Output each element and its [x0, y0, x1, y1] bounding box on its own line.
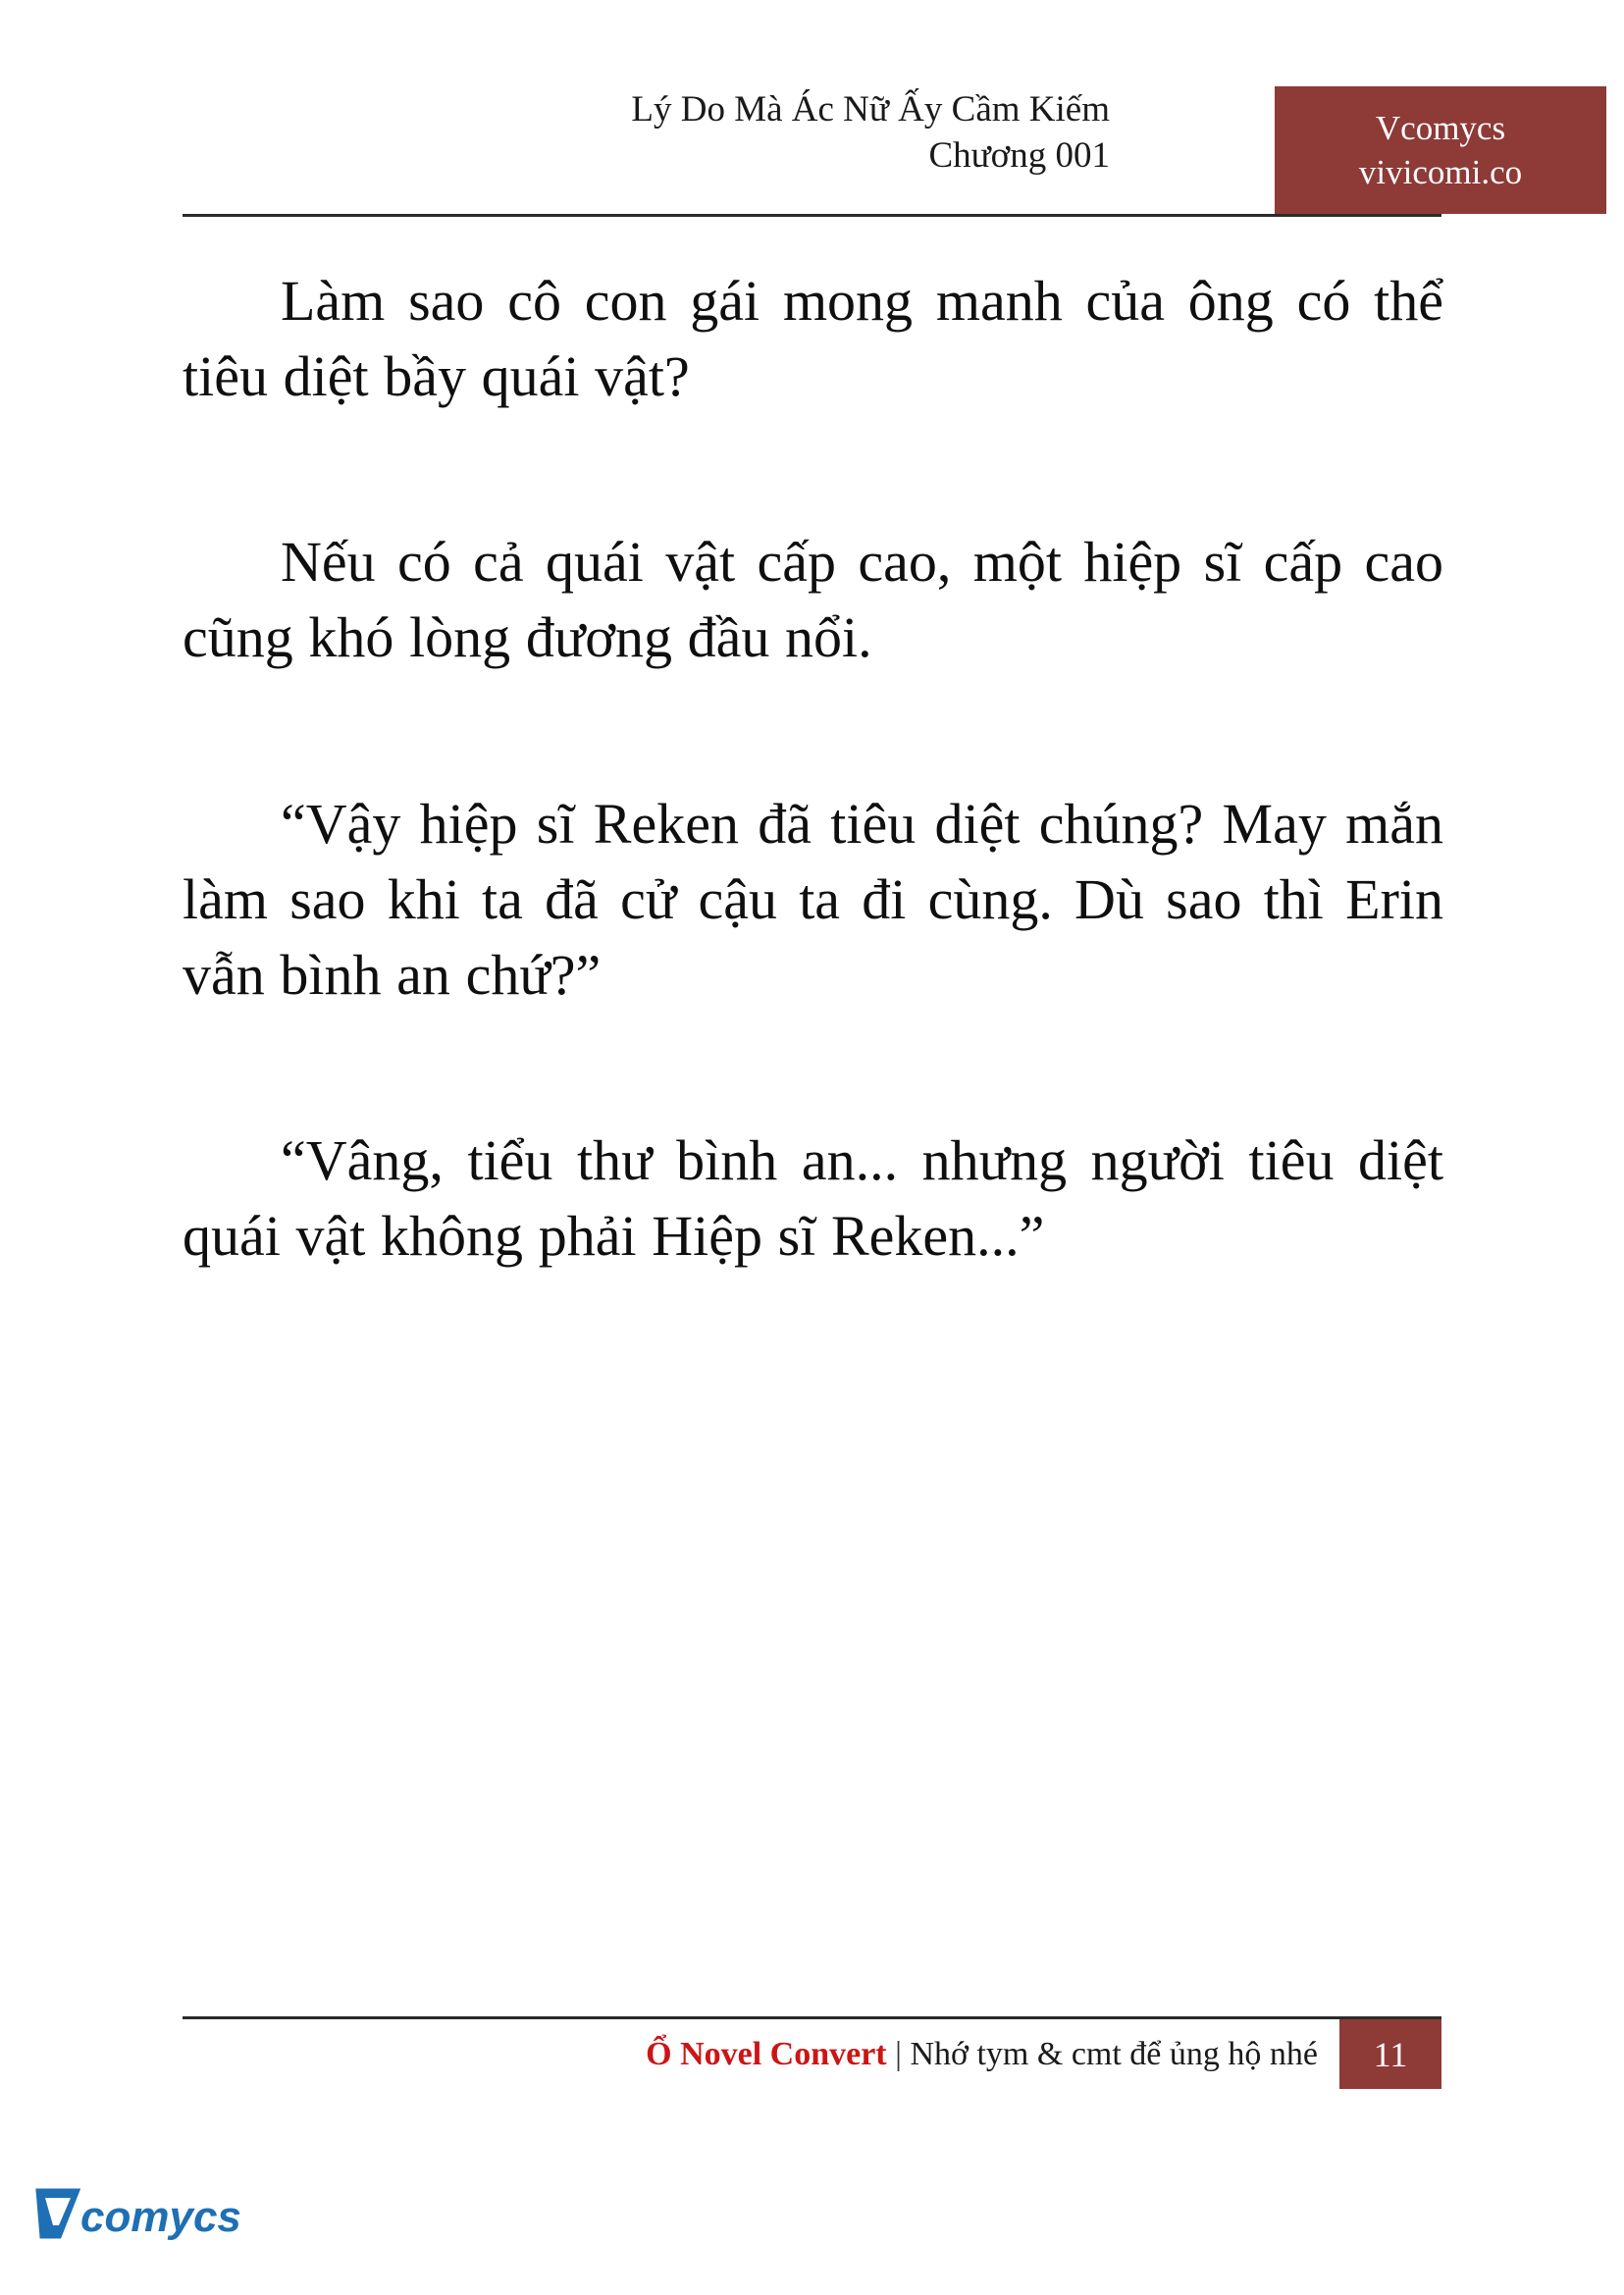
header-divider: [183, 214, 1441, 217]
vcomycs-watermark-logo: [33, 2176, 259, 2261]
paragraph: Làm sao cô con gái mong manh của ông có thể tiêu diệt bầy quái vật?: [183, 269, 1443, 409]
page-number: 11: [1339, 2019, 1441, 2089]
site-badge: [1275, 86, 1606, 214]
footer-separator: |: [895, 2035, 902, 2072]
site-badge-url: vivicomi.co: [1358, 153, 1523, 191]
footer-credit: [646, 2036, 1318, 2073]
footer-note: Nhớ tym & cmt để ủng hộ nhé: [910, 2035, 1318, 2072]
svg-text:comycs: comycs: [80, 2193, 241, 2241]
paragraph: “Vậy hiệp sĩ Reken đã tiêu diệt chúng? May mắn làm sao khi ta đã cử cậu ta đi cùng. Dù sao thì Erin vẫn bình an chứ?”: [183, 791, 1443, 1007]
page-content: [183, 263, 1443, 1274]
site-badge-name: Vcomycs: [1375, 108, 1506, 147]
header-title-block: [631, 86, 1110, 180]
paragraph: “Vâng, tiểu thư bình an... nhưng người tiêu diệt quái vật không phải Hiệp sĩ Reken...”: [183, 1127, 1443, 1268]
page-header: [183, 86, 1523, 216]
footer-brand: Ổ Novel Convert: [646, 2035, 887, 2072]
footer-content: [183, 2019, 1441, 2089]
chapter-label: Chương 001: [928, 135, 1110, 177]
book-title: Lý Do Mà Ác Nữ Ấy Cầm Kiếm: [631, 89, 1110, 130]
paragraph: Nếu có cả quái vật cấp cao, một hiệp sĩ cấp cao cũng khó lòng đương đầu nổi.: [183, 530, 1443, 670]
page-footer: [183, 2016, 1441, 2089]
